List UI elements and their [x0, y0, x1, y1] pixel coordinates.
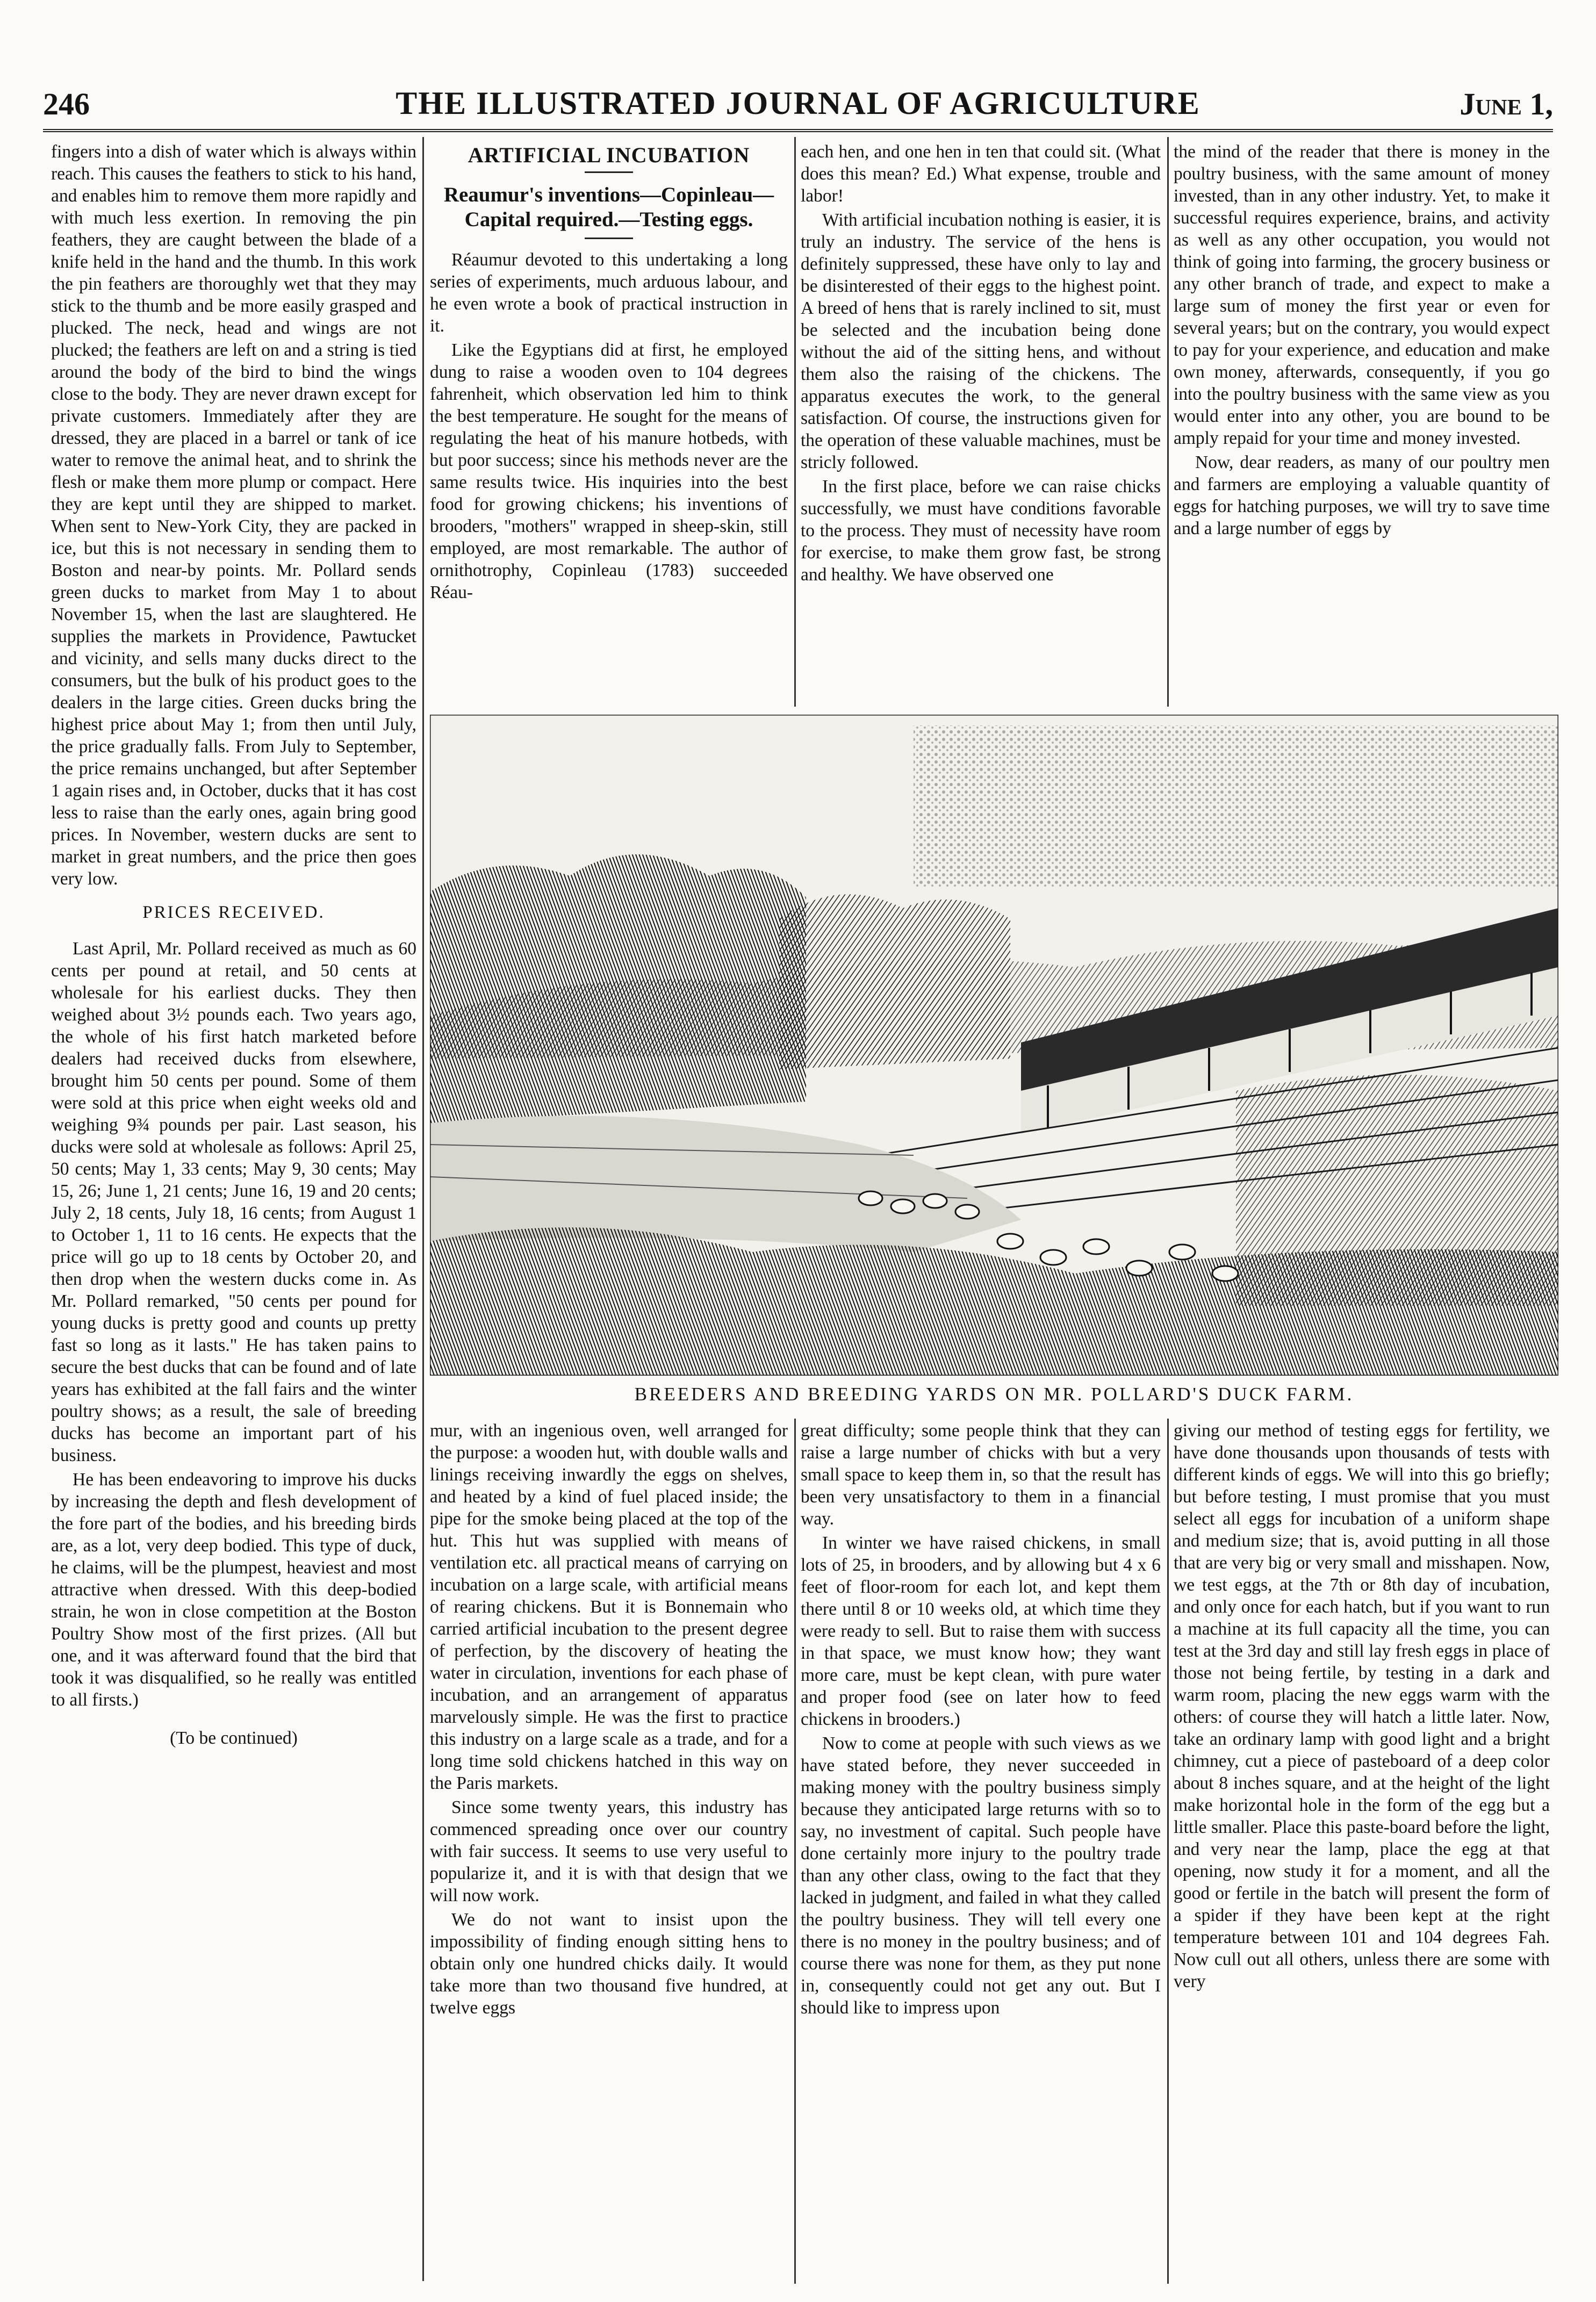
paragraph: We do not want to insist upon the impossibility of finding enough sitting hens to obtain only one hundred chicks daily. It would take more than two thousand five hundred, at twelve eggs	[430, 1910, 788, 2018]
paragraph: each hen, and one hen in ten that could sit. (What does this mean? Ed.) What expense, trouble and labor!	[801, 142, 1161, 206]
duck-farm-engraving	[430, 715, 1558, 1376]
issue-date: June 1,	[1460, 87, 1553, 121]
column-3-top	[801, 141, 1161, 710]
journal-title: THE ILLUSTRATED JOURNAL OF AGRICULTURE	[396, 85, 1200, 121]
paragraph: In the first place, before we can raise chicks successfully, we must have conditions favorable to the process. They must of necessity have room for exercise, to make them grow fast, be strong and healthy. We have observed one	[801, 477, 1161, 585]
paragraph: He has been endeavoring to improve his ducks by increasing the depth and flesh development of the fore part of the bodies, and his breeding birds are, as a lot, very deep bodied. This type of duck, he claims, will be the plumpest, heaviest and most attractive when dressed. With this deep-bodied strain, he won in close competition at the Boston Poultry Show most of the first prizes. (All but one, and it was afterward found that the bird that took it was disqualified, so he really was entitled to all firsts.)	[51, 1470, 416, 1710]
paragraph: mur, with an ingenious oven, well arranged for the purpose: a wooden hut, with double walls and linings receiving inwardly the eggs on shelves, and heated by a kind of fuel placed inside; the pipe for the smoke being placed at the top of the hut. This hut was supplied with means of ventilation etc. all practical means of carrying on incubation on a large scale, with artificial means of rearing chickens. But it is Bonnemain who carried artificial incubation to the present degree of perfection, by the discovery of heating the water in circulation, inventions for each phase of incubation, and an arrangement of apparatus marvelously simple. He was the first to practice this industry on a large scale as a trade, and for a long time sold chickens hatched in this way on the Paris markets.	[430, 1421, 788, 1793]
paragraph: Since some twenty years, this industry has commenced spreading once over our country with fair success. It seems to use very useful to popularize it, and it is with that design that we will now work.	[430, 1797, 788, 1905]
article-subtitle: Reaumur's inventions—Copinleau—Capital required.—Testing eggs.	[443, 183, 774, 231]
paragraph: Like the Egyptians did at first, he employed dung to raise a wooden oven to 104 degrees fahrenheit, which observation led him to think the best temperature. He sought for the means of regulating the heat of his manure hotbeds, with but poor success; since his methods never are the same results twice. His inquiries into the best food for growing chickens; his inventions of brooders, "mothers" wrapped in sheep-skin, still employed, are most remarkable. The author of ornithotrophy, Copinleau (1783) succeeded Réau-	[430, 340, 788, 602]
paragraph: Now, dear readers, as many of our poultry men and farmers are employing a valuable quantity of eggs for hatching purposes, we will try to save time and a large number of eggs by	[1174, 452, 1550, 538]
paragraph: With artificial incubation nothing is easier, it is truly an industry. The service of the hens is definitely suppressed, these have only to lay and be disinterested of their eggs to the highest point. A breed of hens that is rarely inclined to sit, must be selected and the incubation being done without the aid of the sitting hens, and without them also the raising of the chickens. The apparatus executes the work, to the general satisfaction. Of course, the instructions given for the operation of these valuable machines, must be stricly followed.	[801, 210, 1161, 472]
page-header	[43, 81, 1553, 132]
article-title: ARTIFICIAL INCUBATION	[468, 143, 750, 167]
paragraph: fingers into a dish of water which is always within reach. This causes the feathers to stick to his hand, and enables him to remove them more rapidly and with much less exertion. In removing the pin feathers, they are caught between the blade of a knife held in the hand and the thumb. In this work the pin feathers are thoroughly wet that they may stick to the thumb and be more easily grasped and plucked. The neck, head and wings are not plucked; the feathers are left on and a string is tied around the body of the bird to bind the wings close to the body. They are never drawn except for private customers. Immediately after they are dressed, they are placed in a barrel or tank of ice water to remove the animal heat, and to shrink the flesh or make them more plump or compact. Here they are kept until they are shipped to market. When sent to New-York City, they are packed in ice, but this is not necessary in sending them to Boston and near-by points. Mr. Pollard sends green ducks to market from May 1 to about November 15, when the last are slaughtered. He supplies the markets in Providence, Pawtucket and vicinity, and sells many ducks direct to the consumers, but the bulk of his product goes to the dealers in the large cities. Green ducks bring the highest price about May 1; from then until July, the price gradually falls. From July to September, the price remains unchanged, but after September 1 again rises and, in October, ducks that it has cost less to raise than the early ones, again bring good prices. In November, western ducks are sent to market in great numbers, and the price then goes very low.	[51, 142, 416, 889]
column-rule	[1167, 137, 1169, 707]
illustration-caption: BREEDERS AND BREEDING YARDS ON MR. POLLARD'S DUCK FARM.	[634, 1384, 1354, 1405]
column-1	[51, 141, 416, 2285]
column-3-bottom	[801, 1420, 1161, 2285]
page-number: 246	[43, 87, 90, 121]
column-rule	[794, 1419, 796, 2284]
paragraph: In winter we have raised chickens, in small lots of 25, in brooders, and by allowing but 4 x 6 feet of floor-room for each lot, and kept them there until 8 or 10 weeks old, at which time they were ready to sell. But to raise them with success in that space, we must know how; they want more care, must be kept clean, with pure water and proper food (see on later how to feed chickens in brooders.)	[801, 1533, 1161, 1729]
divider	[585, 171, 633, 173]
continued-note: (To be continued)	[170, 1728, 298, 1748]
divider	[585, 238, 633, 239]
paragraph: Réaumur devoted to this undertaking a long series of experiments, much arduous labour, and he even wrote a book of practical instruction in it.	[430, 250, 788, 336]
column-4-top	[1174, 141, 1550, 710]
column-rule	[422, 137, 424, 2281]
column-rule	[794, 137, 796, 707]
paragraph: Now to come at people with such views as we have stated before, they never succeeded in making money with the poultry business simply because they anticipated large returns with so to say, no investment of capital. Such people have done certainly more injury to the poultry trade than any other class, owing to the fact that they lacked in judgment, and failed in what they called the poultry business. They will tell every one there is no money in the poultry business; and of course there was none for them, as they put none in, consequently could not get any out. But I should like to impress upon	[801, 1733, 1161, 2018]
paragraph: great difficulty; some people think that they can raise a large number of chicks with but a very small space to keep them in, so that the result has been very unsatisfactory to them in a financial way.	[801, 1421, 1161, 1529]
column-4-bottom	[1174, 1420, 1550, 2285]
column-rule	[1167, 1419, 1169, 2284]
paragraph: Last April, Mr. Pollard received as much as 60 cents per pound at retail, and 50 cents at wholesale for his earliest ducks. They then weighed about 3½ pounds each. Two years ago, the whole of his first hatch marketed before dealers had received ducks from elsewhere, brought him 50 cents per pound. Some of them were sold at this price when eight weeks old and weighing 9¾ pounds per pair. Last season, his ducks were sold at wholesale as follows: April 25, 50 cents; May 1, 33 cents; May 9, 30 cents; May 15, 26; June 1, 21 cents; June 16, 19 and 20 cents; July 2, 18 cents, July 18, 16 cents; from August 1 to October 1, 11 to 16 cents. He expects that the price will go up to 18 cents by October 20, and then drop when the western ducks come in. As Mr. Pollard remarked, "50 cents per pound for young ducks is pretty good and counts up pretty fast so long as it lasts." He has taken pains to secure the best ducks that can be found and of late years has exhibited at the fall fairs and the winter poultry shows; as a result, the sale of breeding ducks has become an important part of his business.	[51, 939, 416, 1465]
paragraph: the mind of the reader that there is money in the poultry business, with the same amount of money invested, than in any other industry. Yet, to make it successful requires experience, brains, and activity as well as any other occupation, you would not think of going into farming, the grocery business or any other branch of trade, and expect to make a large sum of money the first year or even for several years; but on the contrary, you would expect to pay for your experience, and education and make own money, afterwards, consequently, if you go into the poultry business with the same view as you would enter into any other, you are bound to be amply repaid for your time and money invested.	[1174, 142, 1550, 448]
column-2-bottom	[430, 1420, 788, 2285]
column-2-top	[430, 141, 788, 710]
section-heading: PRICES RECEIVED.	[142, 903, 325, 922]
paragraph: giving our method of testing eggs for fertility, we have done thousands upon thousands of tests with different kinds of eggs. We will into this go briefly; but before testing, I must promise that you must select all eggs for incubation of a uniform shape and medium size; that is, avoid putting in all those that are very big or very small and misshapen. Now, we test eggs, at the 7th or 8th day of incubation, and only once for each hatch, but if you want to run a machine at its full capacity all the time, you can test at the 3rd day and still lay fresh eggs in place of those not being fertile, by testing in a dark and warm room, placing the new eggs warm with the others: of course they will hatch a little later. Now, take an ordinary lamp with good light and a bright chimney, cut a piece of pasteboard of a deep color about 8 inches square, and at the height of the light make horizontal hole in the form of the egg but a little smaller. Place this paste-board before the light, and very near the lamp, place the egg at that opening, now study it for a moment, and all the good or fertile in the batch will present the form of a spider if they have been kept at the right temperature between 101 and 104 degrees Fah. Now cull out all others, unless there are some with very	[1174, 1421, 1550, 1991]
